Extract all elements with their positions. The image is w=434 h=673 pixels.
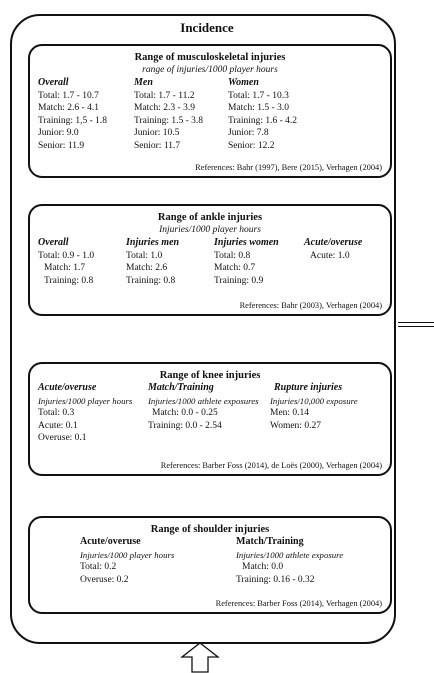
unit-label: Injuries/1000 player hours xyxy=(80,549,175,560)
card-ankle xyxy=(28,204,392,316)
value-line: Junior: 9.0 xyxy=(38,128,79,139)
column-overall xyxy=(38,77,107,153)
column-header: Rupture injuries xyxy=(274,382,343,393)
value-line: Match: 2.6 xyxy=(126,263,168,274)
unit-label: Injuries/10,000 exposure xyxy=(270,395,358,406)
column-men xyxy=(134,77,203,153)
column-acute-overuse xyxy=(80,536,174,586)
card-shoulder xyxy=(28,516,392,614)
value-line: Match: 0.0 xyxy=(242,562,284,573)
unit-label: Injuries/1000 athlete exposures xyxy=(148,395,259,406)
references: References: Barber Foss (2014), de Loës (2000), Verhagen (2004) xyxy=(160,461,382,470)
value-line: Acute: 0.1 xyxy=(38,420,78,431)
value-line: Senior: 12.2 xyxy=(228,140,275,151)
column-header: Match/Training xyxy=(148,382,214,393)
column-header: Women xyxy=(228,77,259,88)
column-header: Men xyxy=(134,77,153,88)
value-line: Training: 1.6 - 4.2 xyxy=(228,115,298,126)
connector-line-bottom xyxy=(398,326,434,327)
value-line: Total: 1.7 - 11.2 xyxy=(134,90,195,101)
card-title: Range of shoulder injuries xyxy=(150,524,270,535)
column-header: Overall xyxy=(38,77,69,88)
value-line: Overuse: 0.2 xyxy=(80,574,129,585)
value-line: Match: 0.0 - 0.25 xyxy=(152,408,218,419)
value-line: Senior: 11.7 xyxy=(134,140,181,151)
card-title: Range of knee injuries xyxy=(159,370,261,381)
value-line: Training: 0.0 - 2.54 xyxy=(148,420,222,431)
value-line: Training: 0.8 xyxy=(44,275,94,286)
column-header: Overall xyxy=(38,237,69,248)
value-line: Total: 0.8 xyxy=(214,250,251,261)
column-match-training xyxy=(236,536,343,586)
unit-label: Injuries/1000 player hours xyxy=(38,395,133,406)
value-line: Match: 0.7 xyxy=(214,263,256,274)
page-title: Incidence xyxy=(180,20,234,35)
value-line: Match: 2.6 - 4.1 xyxy=(38,103,99,114)
column-header: Acute/overuse xyxy=(38,382,97,393)
value-line: Overuse: 0.1 xyxy=(38,433,87,444)
card-subtitle: Injuries/1000 player hours xyxy=(159,225,261,235)
value-line: Training: 0.16 - 0.32 xyxy=(236,574,315,585)
card-title: Range of musculoskeletal injuries xyxy=(134,52,286,63)
column-header: Acute/overuse xyxy=(304,237,363,248)
connector-line-top xyxy=(398,322,434,323)
value-line: Match: 1.7 xyxy=(44,263,86,274)
value-line: Match: 1.5 - 3.0 xyxy=(228,103,289,114)
column-match-training xyxy=(148,382,259,432)
column-injuries-women xyxy=(214,237,279,287)
value-line: Junior: 7.8 xyxy=(228,128,269,139)
column-header: Acute/overuse xyxy=(80,536,141,547)
column-acute-overuse xyxy=(38,382,132,445)
column-injuries-men xyxy=(126,237,179,287)
value-line: Senior: 11.9 xyxy=(38,140,85,151)
value-line: Training: 1,5 - 1.8 xyxy=(38,115,108,126)
value-line: Total: 1.7 - 10.7 xyxy=(38,90,99,101)
card-knee xyxy=(28,362,392,476)
references: References: Bahr (2003), Verhagen (2004) xyxy=(239,301,382,310)
column-rupture-injuries xyxy=(270,382,358,432)
value-line: Acute: 1.0 xyxy=(310,250,350,261)
column-acute-overuse xyxy=(304,237,362,262)
value-line: Match: 2.3 - 3.9 xyxy=(134,103,195,114)
value-line: Training: 1.5 - 3.8 xyxy=(134,115,204,126)
column-header: Injuries men xyxy=(126,237,180,248)
value-line: Training: 0.9 xyxy=(214,275,264,286)
column-women xyxy=(228,77,297,153)
references: References: Barber Foss (2014), Verhagen (2004) xyxy=(215,599,382,608)
up-arrow-icon xyxy=(180,642,220,673)
value-line: Training: 0.8 xyxy=(126,275,176,286)
value-line: Total: 1.0 xyxy=(126,250,163,261)
card-title: Range of ankle injuries xyxy=(157,212,263,223)
column-header: Match/Training xyxy=(236,536,304,547)
value-line: Junior: 10.5 xyxy=(134,128,180,139)
value-line: Total: 0.2 xyxy=(80,562,117,573)
value-line: Total: 0.3 xyxy=(38,408,75,419)
column-header: Injuries women xyxy=(214,237,279,248)
value-line: Men: 0.14 xyxy=(270,408,310,419)
value-line: Total: 1.7 - 10.3 xyxy=(228,90,289,101)
column-overall xyxy=(38,237,94,287)
references: References: Bahr (1997), Bere (2015), Verhagen (2004) xyxy=(195,163,382,172)
card-musculoskeletal xyxy=(28,44,392,178)
value-line: Women: 0.27 xyxy=(270,420,321,431)
value-line: Total: 0.9 - 1.0 xyxy=(38,250,95,261)
unit-label: Injuries/1000 athlete exposure xyxy=(236,549,344,560)
card-subtitle: range of injuries/1000 player hours xyxy=(142,65,278,75)
